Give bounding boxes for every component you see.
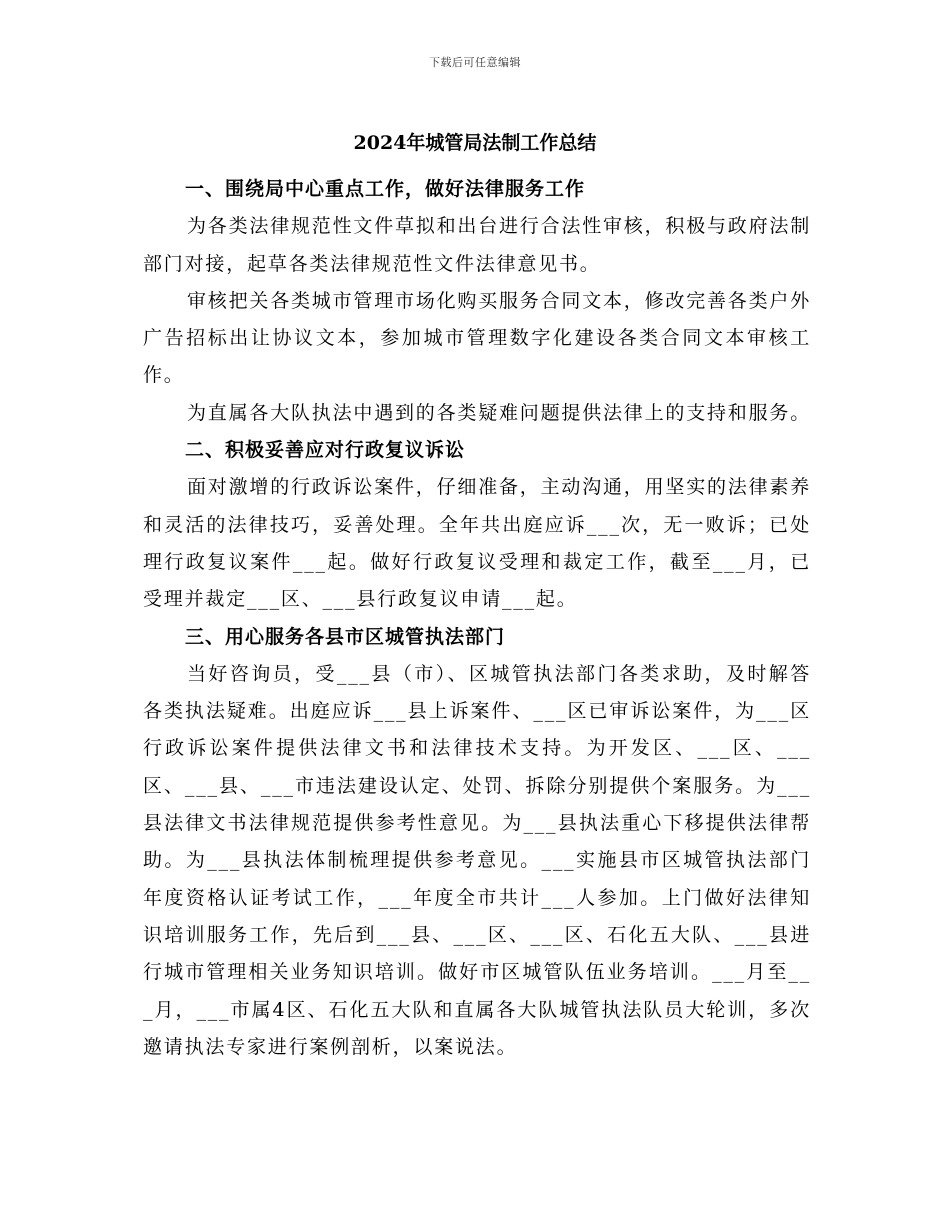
document-title: 2024年城管局法制工作总结 — [353, 132, 597, 154]
paragraph: 审核把关各类城市管理市场化购买服务合同文本，修改完善各类户外广告招标出让协议文本，参加城市管理数字化建设各类合同文本审核工作。 — [143, 289, 812, 387]
paragraph: 为直属各大队执法中遇到的各类疑难问题提供法律上的支持和服务。 — [187, 401, 812, 424]
section-heading-1: 一、围绕局中心重点工作，做好法律服务工作 — [185, 178, 586, 200]
document-body — [143, 171, 811, 1066]
paragraph: 当好咨询员，受___县（市）、区城管执法部门各类求助，及时解答各类执法疑难。出庭应诉___县上诉案件、___区已审诉讼案件，为___区行政诉讼案件提供法律文书和法律技术支持。为开发区、___区、___区、___县、___市违法建设认定、处罚、拆除分别提供个案服务。为___县法律文书法律规范提供参考性意见。为___县执法重心下移提供法律帮助。为___县执法体制梳理提供参考意见。___实施县市区城管执法部门年度资格认证考试工作，___年度全市共计___人参加。上门做好法律知识培训服务工作，先后到___县、___区、___区、石化五大队、___县进行城市管理相关业务知识培训。做好市区城管队伍业务培训。___月至___月，___市属4区、石化五大队和直属各大队城管执法队员大轮训，多次邀请执法专家进行案例剖析，以案说法。 — [143, 662, 811, 1058]
section-heading-3: 三、用心服务各县市区城管执法部门 — [185, 625, 506, 648]
paragraph: 面对激增的行政诉讼案件，仔细准备，主动沟通，用坚实的法律素养和灵活的法律技巧，妥善处理。全年共出庭应诉___次，无一败诉；已处理行政复议案件___起。做好行政复议受理和裁定工作，截至___月，已受理并裁定___区、___县行政复议申请___起。 — [143, 476, 812, 611]
header-watermark: 下载后可任意编辑 — [429, 56, 521, 69]
paragraph: 为各类法律规范性文件草拟和出台进行合法性审核，积极与政府法制部门对接，起草各类法律规范性文件法律意见书。 — [143, 215, 812, 275]
section-heading-2: 二、积极妥善应对行政复议诉讼 — [185, 439, 466, 462]
